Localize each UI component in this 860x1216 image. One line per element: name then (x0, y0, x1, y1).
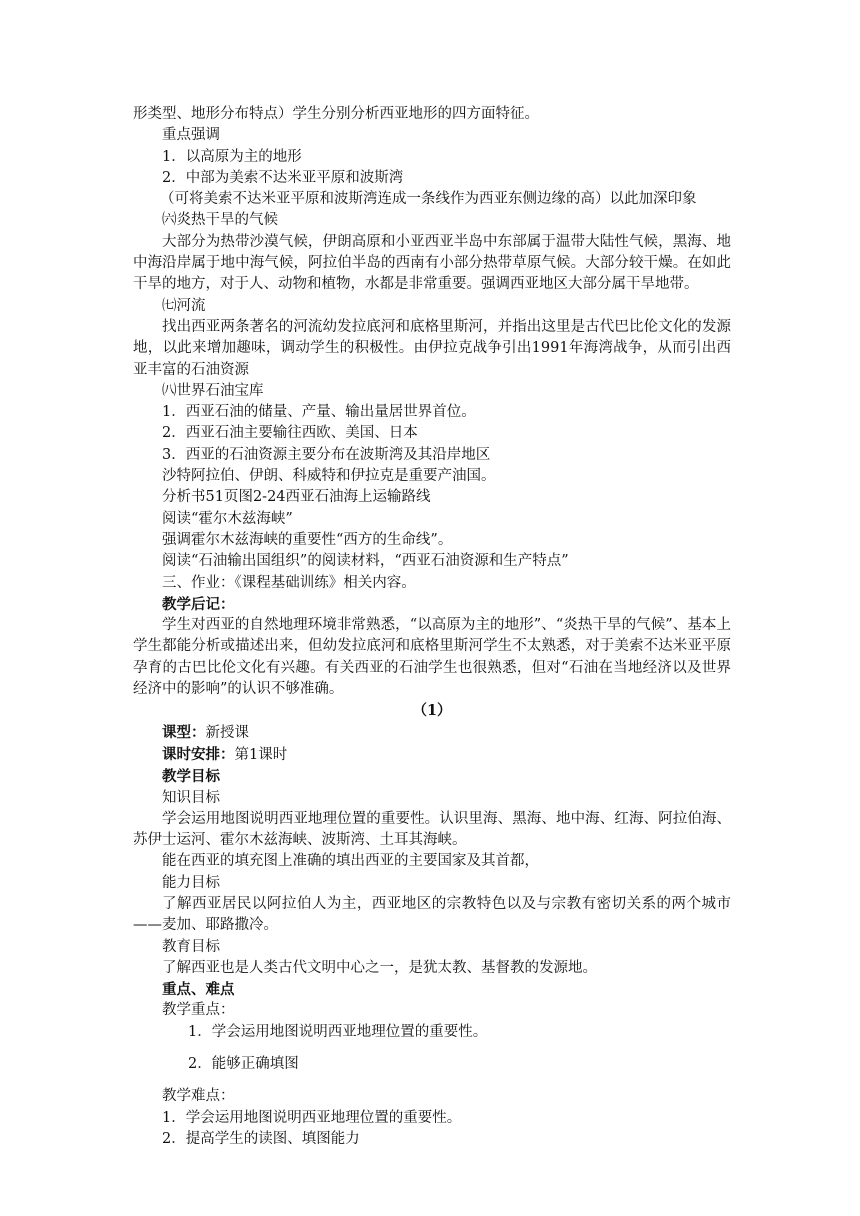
lesson-schedule-label: 课时安排： (162, 745, 235, 763)
paragraph-teaching-notes: 学生对西亚的自然地理环境非常熟悉，“以高原为主的地形”、“炎热干旱的气候”、基本上学生都能分析或描述出来，但幼发拉底河和底格里斯河学生不太熟悉，对于美索不达米亚平原孕育的古巴比伦文化有兴趣。有关西亚的石油学生也很熟悉，但对“石油在当地经济以及世界经济中的影响”的认识不够准确。 (133, 617, 731, 698)
heading-emphasis: 重点强调 (162, 127, 220, 144)
list-item: 2．西亚石油主要输往西欧、美国、日本 (162, 425, 418, 442)
subheading-key-points: 教学重点： (162, 1002, 235, 1019)
heading-teaching-goals: 教学目标 (162, 768, 220, 786)
text-line: 阅读“石油输出国组织”的阅读材料，“西亚石油资源和生产特点” (162, 553, 569, 570)
lesson-type-label: 课型： (162, 723, 206, 741)
list-item: 1．学会运用地图说明西亚地理位置的重要性。 (188, 1023, 488, 1040)
lesson-type-value: 新授课 (205, 724, 249, 741)
heading-key-points: 重点、难点 (162, 981, 235, 999)
subheading-knowledge: 知识目标 (162, 789, 220, 806)
heading-teaching-notes: 教学后记： (162, 595, 235, 613)
lesson-schedule-line (133, 744, 731, 766)
subheading-education: 教育目标 (162, 938, 220, 955)
list-item: 2．中部为美索不达米亚平原和波斯湾 (162, 169, 404, 186)
text-line: （可将美索不达米亚平原和波斯湾连成一条线作为西亚东侧边缘的高）以此加深印象 (160, 191, 697, 208)
section-heading-climate: ㈥炎热干旱的气候 (162, 212, 278, 229)
list-item: 3．西亚的石油资源主要分布在波斯湾及其沿岸地区 (162, 446, 491, 463)
text-line: 沙特阿拉伯、伊朗、科威特和伊拉克是重要产油国。 (162, 468, 496, 485)
list-item: 2．提高学生的读图、填图能力 (162, 1130, 360, 1147)
list-item: 1．学会运用地图说明西亚地理位置的重要性。 (162, 1109, 462, 1126)
homework-line: 三、作业：《课程基础训练》相关内容。 (162, 574, 416, 591)
lesson-schedule-value: 第1课时 (234, 746, 288, 763)
text-line: 分析书51页图2-24西亚石油海上运输路线 (162, 489, 431, 506)
text-line: 强调霍尔木兹海峡的重要性“西方的生命线”。 (162, 531, 453, 548)
text-line: 能在西亚的填充图上准确的填出西亚的主要国家及其首都， (162, 853, 539, 870)
document-page (133, 104, 731, 1150)
paragraph-rivers: 找出西亚两条著名的河流幼发拉底河和底格里斯河，并指出这里是古代巴比伦文化的发源地，以此来增加趣味，调动学生的积极性。由伊拉克战争引出1991年海湾战争，从而引出西亚丰富的石油资源 (133, 318, 731, 378)
list-item: 2．能够正确填图 (188, 1056, 299, 1073)
list-item: 1．西亚石油的储量、产量、输出量居世界首位。 (162, 404, 476, 421)
section-heading-oil: ㈧世界石油宝库 (162, 382, 264, 399)
list-item: 1．以高原为主的地形 (162, 148, 302, 165)
text-line: 形类型、地形分布特点）学生分别分析西亚地形的四方面特征。 (133, 106, 539, 122)
paragraph-education: 了解西亚也是人类古代文明中心之一，是犹太教、基督教的发源地。 (162, 959, 597, 976)
paragraph-knowledge: 学会运用地图说明西亚地理位置的重要性。认识里海、黑海、地中海、红海、阿拉伯海、苏伊士运河、霍尔木兹海峡、波斯湾、土耳其海峡。 (133, 810, 731, 849)
lesson-type-line (133, 722, 731, 744)
paragraph-ability: 了解西亚居民以阿拉伯人为主，西亚地区的宗教特色以及与宗教有密切关系的两个城市——麦加、耶路撒冷。 (133, 895, 731, 934)
paragraph-climate: 大部分为热带沙漠气候，伊朗高原和小亚西亚半岛中东部属于温带大陆性气候，黑海、地中海沿岸属于地中海气候，阿拉伯半岛的西南有小部分热带草原气候。大部分较干燥。在如此干旱的地方，对于人、动物和植物，水都是非常重要。强调西亚地区大部分属干旱地带。 (133, 233, 731, 293)
subheading-ability: 能力目标 (162, 874, 220, 891)
section-heading-rivers: ㈦河流 (162, 297, 206, 314)
subheading-difficulties: 教学难点： (162, 1088, 235, 1105)
lesson-number: （1） (412, 702, 452, 720)
text-line: 阅读“霍尔木兹海峡” (162, 510, 293, 527)
